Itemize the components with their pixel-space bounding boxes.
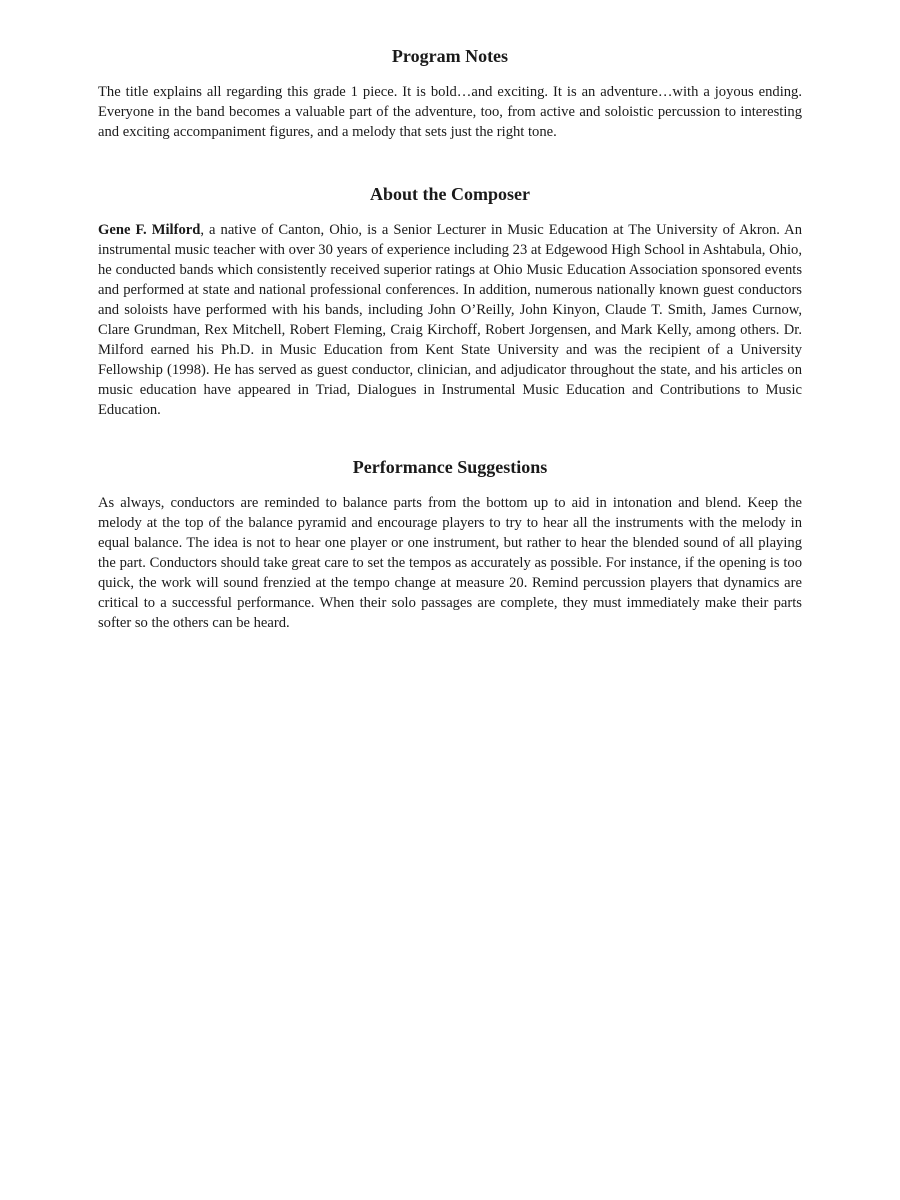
document-page xyxy=(98,42,802,633)
composer-bio: , a native of Canton, Ohio, is a Senior Lecturer in Music Education at The University of Akron. An instrumental music teacher with over 30 years of experience including 23 at Edgewood High School in Ashtabula, Ohio, he conducted bands which consistently received superior ratings at Ohio Music Education Association sponsored events and performed at state and national professional conferences. In addition, numerous nationally known guest conductors and soloists have performed with his bands, including John O’Reilly, John Kinyon, Claude T. Smith, James Curnow, Clare Grundman, Rex Mitchell, Robert Fleming, Craig Kirchoff, Robert Jorgensen, and Mark Kelly, among others. Dr. Milford earned his Ph.D. in Music Education from Kent State University and was the recipient of a University Fellowship (1998). He has served as guest conductor, clinician, and adjudicator throughout the state, and his articles on music education have appeared in Triad, Dialogues in Instrumental Music Education and Contributions to Music Education. xyxy=(98,222,803,418)
about-composer-text xyxy=(98,220,802,420)
performance-suggestions-text: As always, conductors are reminded to balance parts from the bottom up to aid in intonation and blend. Keep the melody at the top of the balance pyramid and encourage players to try to hear all the instruments with the melody in equal balance. The idea is not to hear one player or one instrument, but rather to hear the blended sound of all playing the part. Conductors should take great care to set the tempos as accurately as possible. For instance, if the opening is too quick, the work will sound frenzied at the tempo change at measure 20. Remind percussion players that dynamics are critical to a successful performance. When their solo passages are complete, they must immediately make their parts softer so the others can be heard. xyxy=(98,495,802,631)
performance-suggestions-heading: Performance Suggestions xyxy=(352,457,548,477)
about-composer-heading: About the Composer xyxy=(370,184,530,204)
composer-name: Gene F. Milford xyxy=(98,222,201,238)
about-composer-section xyxy=(98,180,802,420)
program-notes-heading: Program Notes xyxy=(391,46,509,66)
program-notes-section xyxy=(98,42,802,142)
program-notes-text: The title explains all regarding this grade 1 piece. It is bold…and exciting. It is an adventure…with a joyous ending. Everyone in the band becomes a valuable part of the adventure, too, from active and soloistic percussion to interesting and exciting accompaniment figures, and a melody that sets just the right tone. xyxy=(98,84,802,140)
performance-suggestions-section xyxy=(98,453,802,633)
